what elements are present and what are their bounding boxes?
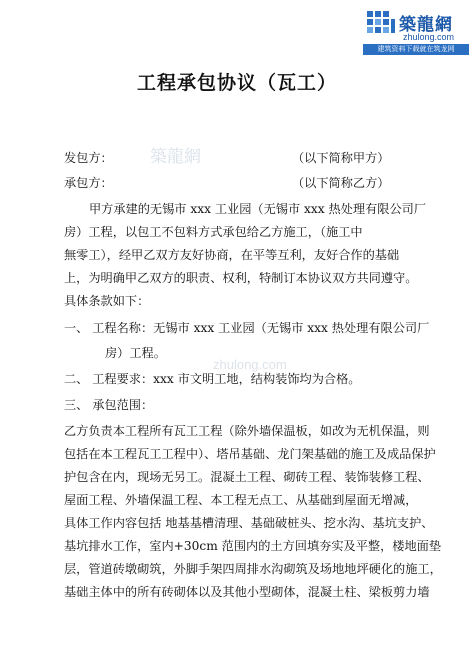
scope-line: 乙方负责本工程所有瓦工工程（除外墙保温板，如改为无机保温，则 [64, 424, 430, 438]
scope-line: 护包含在内，现场无另工。混凝土工程、砌砖工程、装饰装修工程、 [64, 470, 430, 484]
party-b-note: （以下简称乙方） [292, 176, 390, 190]
intro-line: 無零工），经甲乙双方友好协商，在平等互利，友好合作的基础 [64, 248, 400, 262]
logo-tagline: 建筑资料下载就在筑龙网 [363, 44, 469, 55]
intro-line: 甲方承建的无锡市 xxx 工业园（无锡市 xxx 热处理有限公司厂 [89, 202, 427, 216]
clause-project-name-cont: 房）工程。 [105, 346, 166, 360]
zhulong-logo [363, 8, 471, 56]
watermark-brand: 築龍網 [150, 147, 201, 167]
document-title: 工程承包协议（瓦工） [136, 72, 337, 94]
scope-line: 包括在本工程瓦工工程中）、塔吊基础、龙门架基础的施工及成品保护 [64, 447, 436, 461]
logo-domain: zhulong.com [403, 32, 455, 42]
intro-line: 上，为明确甲乙双方的职责、权利，特制订本协议双方共同遵守。 [64, 271, 418, 285]
party-b-label: 承包方： [64, 176, 113, 190]
scope-line: 屋面工程、外墙保温工程、本工程无点工、从基础到屋面无增减， [64, 493, 418, 507]
clause-project-requirement: 二、 工程要求：xxx 市文明工地，结构装饰均为合格。 [64, 372, 361, 386]
party-a-note: （以下简称甲方） [292, 151, 390, 165]
watermark-domain: zhulong.com [213, 357, 287, 372]
party-a-label: 发包方： [64, 151, 113, 165]
intro-line: 具体条款如下： [64, 294, 150, 308]
logo-brand: 築龍網 [399, 15, 453, 35]
scope-line: 层，管道砖墩砌筑，外脚手架四周排水沟砌筑及场地地坪硬化的施工， [64, 562, 442, 576]
scope-line: 具体工作内容包括 地基基槽清理、基础破桩头、挖水沟、基坑支护、 [64, 516, 434, 530]
clause-scope-heading: 三、 承包范围： [64, 398, 154, 412]
zhulong-emblem-icon [365, 9, 397, 41]
scope-line: 基坑排水工作，室内+30cm 范围内的土方回填夯实及平整，楼地面垫 [64, 539, 442, 553]
clause-project-name: 一、 工程名称：无锡市 xxx 工业园（无锡市 xxx 热处理有限公司厂 [64, 321, 430, 335]
intro-line: 房）工程，以包工不包料方式承包给乙方施工，（施工中 [64, 225, 363, 239]
scope-line: 基础主体中的所有砖砌体以及其他小型砌体，混凝土柱、梁板剪力墙 [64, 585, 430, 599]
